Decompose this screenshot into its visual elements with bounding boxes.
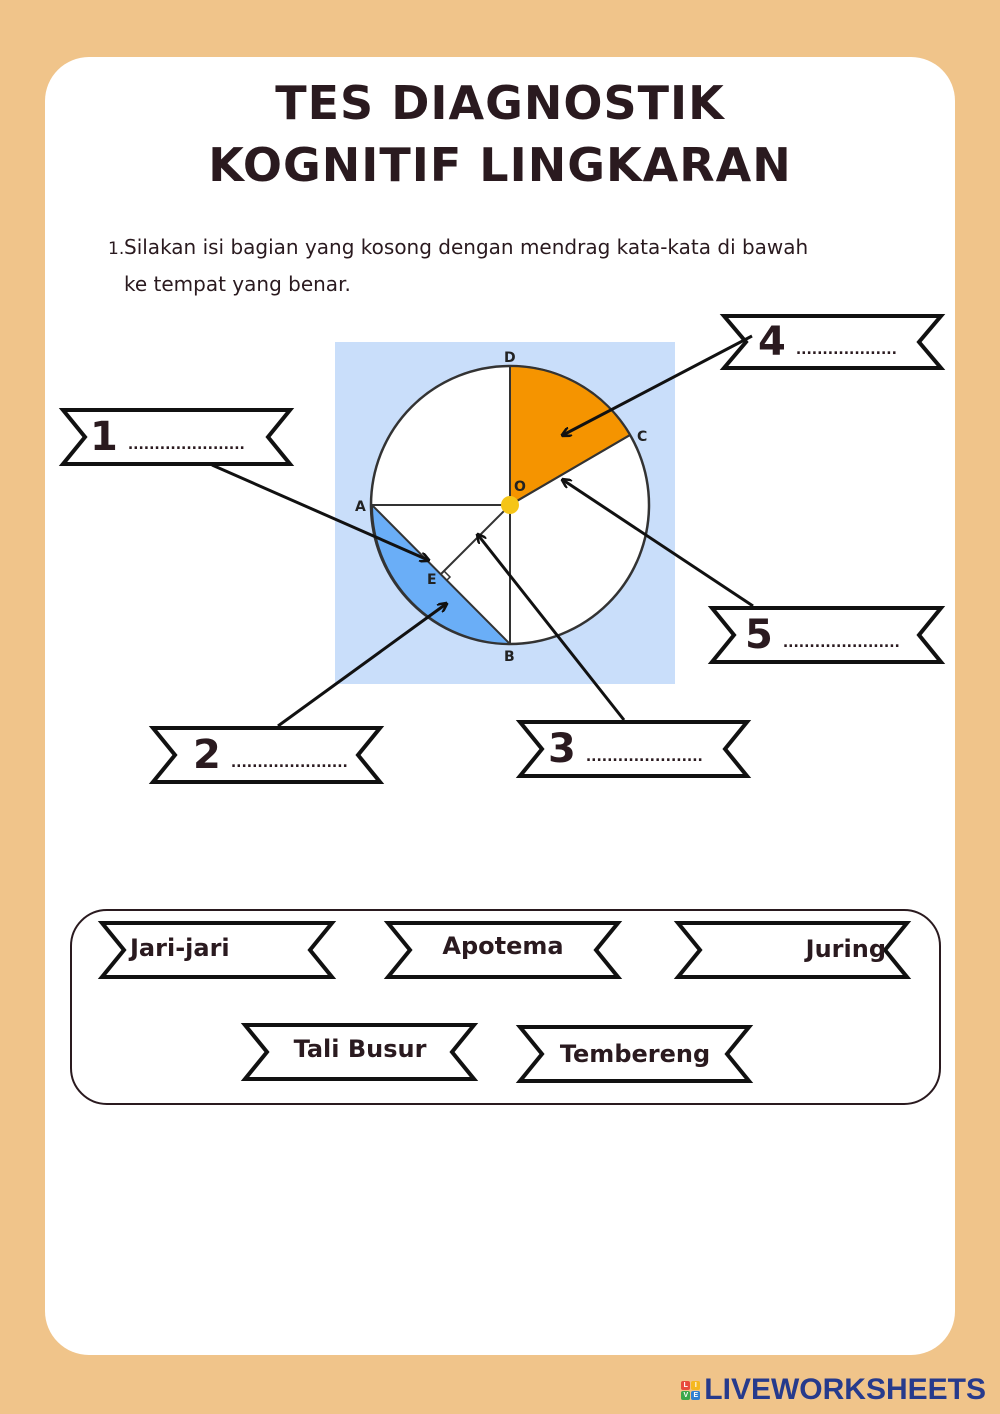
answer-2-number: 2 (193, 732, 221, 778)
answer-4[interactable] (758, 316, 908, 368)
answer-4-blank[interactable]: ................... (795, 342, 897, 358)
label-o: O (514, 479, 526, 495)
center-point (501, 496, 519, 514)
answer-1-number: 1 (90, 414, 118, 460)
label-d: D (504, 350, 516, 366)
label-e: E (427, 572, 437, 588)
answer-1-blank[interactable]: ...................... (127, 437, 245, 453)
word-juring[interactable]: Juring (805, 935, 886, 963)
circle-figure (335, 342, 675, 684)
logo-text: LIVEWORKSHEETS (704, 1373, 986, 1406)
answer-5[interactable] (745, 608, 910, 662)
liveworksheets-logo (681, 1372, 986, 1408)
answer-3-number: 3 (548, 726, 576, 772)
word-jari-jari[interactable]: Jari-jari (130, 934, 230, 962)
answer-4-number: 4 (758, 319, 786, 365)
word-tali-busur[interactable]: Tali Busur (293, 1035, 427, 1063)
instruction-number: 1. (108, 239, 125, 259)
instruction-line-1: Silakan isi bagian yang kosong dengan mendrag kata-kata di bawah (124, 235, 809, 259)
answer-3-blank[interactable]: ...................... (585, 749, 703, 765)
page-title-line-2: KOGNITIF LINGKARAN (208, 138, 792, 192)
logo-mark-icon (681, 1381, 700, 1400)
answer-3[interactable] (548, 722, 713, 776)
answer-2[interactable] (193, 728, 358, 782)
word-tembereng[interactable]: Tembereng (559, 1040, 711, 1068)
logo-mark-e: E (691, 1391, 700, 1400)
label-b: B (504, 649, 515, 665)
label-a: A (355, 499, 366, 515)
word-apotema[interactable]: Apotema (442, 932, 564, 960)
logo-mark-v: V (681, 1391, 690, 1400)
answer-5-blank[interactable]: ...................... (782, 635, 900, 651)
answer-2-blank[interactable]: ...................... (230, 755, 348, 771)
answer-1[interactable] (90, 410, 255, 464)
logo-mark-i: I (691, 1381, 700, 1390)
logo-mark-l: L (681, 1381, 690, 1390)
answer-5-number: 5 (745, 612, 773, 658)
page-title-line-1: TES DIAGNOSTIK (275, 76, 725, 130)
label-c: C (637, 429, 648, 445)
instruction-line-2: ke tempat yang benar. (124, 272, 351, 296)
